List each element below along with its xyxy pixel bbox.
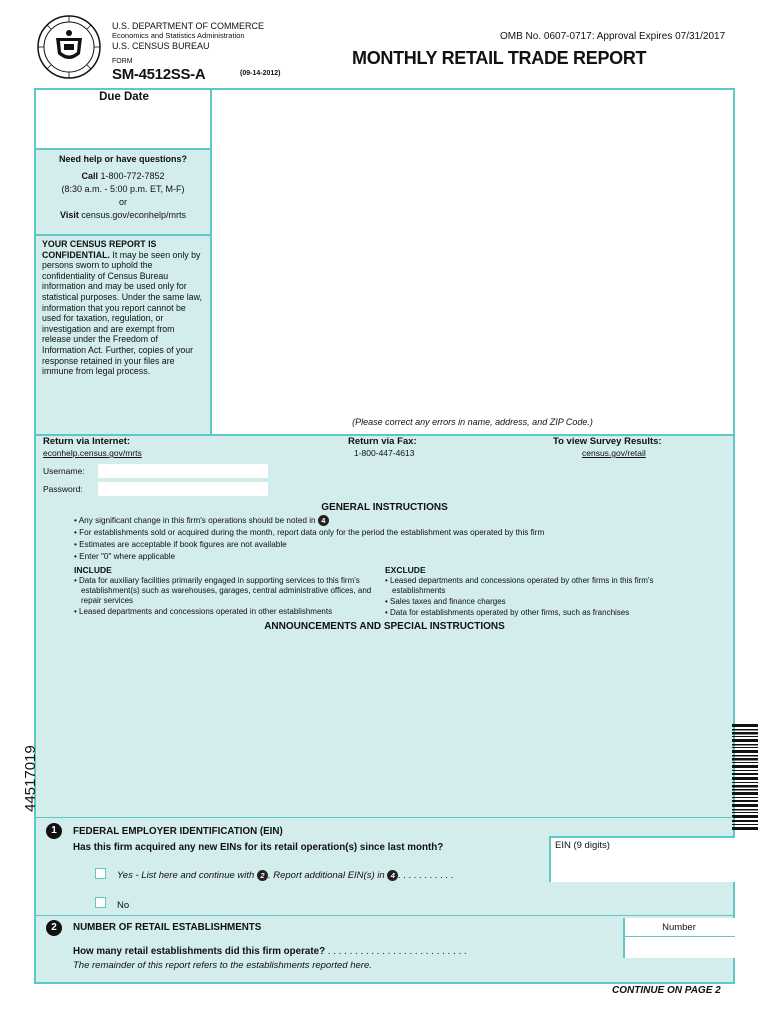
return-fax-label: Return via Fax: [348,436,417,447]
yes-checkbox[interactable] [95,868,106,879]
list-item: • For establishments sold or acquired during the month, report data only for the period the establishment was operated by this firm [74,527,544,539]
survey-results-label: To view Survey Results: [553,436,662,447]
return-internet-link[interactable]: econhelp.census.gov/mrts [43,448,142,458]
username-input[interactable] [98,464,268,478]
form-label: FORM [112,58,133,65]
list-item: • Data for establishments operated by other firms, such as franchises [385,608,697,618]
exclude-list [385,576,697,619]
ein-label: EIN (9 digits) [555,840,610,851]
address-correction-note: (Please correct any errors in name, address, and ZIP Code.) [352,417,593,427]
help-question: Need help or have questions? [58,154,188,164]
password-label: Password: [43,484,83,494]
page-title: MONTHLY RETAIL TRADE REPORT [352,48,647,68]
list-item: • Any significant change in this firm's operations should be noted in 4 [74,515,544,527]
section2-note: The remainder of this report refers to the establishments reported here. [73,960,372,971]
confidentiality-notice [36,234,212,434]
help-or: or [118,197,127,207]
item-reference-badge: 2 [257,870,268,881]
help-phone: 1-800-772-7852 [100,171,165,181]
list-item: • Leased departments and concessions operated in other establishments [74,607,380,617]
list-item: • Enter "0" where applicable [74,551,544,563]
section-divider [36,817,733,818]
department-seal-icon [36,14,102,80]
no-checkbox[interactable] [95,897,106,908]
section2-title: NUMBER OF RETAIL ESTABLISHMENTS [73,922,262,933]
list-item: • Leased departments and concessions operated by other firms in this firm's establishments [385,576,697,596]
list-item: • Sales taxes and finance charges [385,597,697,607]
item-reference-badge: 4 [387,870,398,881]
omb-number: OMB No. 0607-0717: Approval Expires 07/31/2017 [500,31,726,42]
no-option-label: No [117,900,130,911]
password-input[interactable] [98,482,268,496]
help-hours: (8:30 a.m. - 5:00 p.m. ET, M-F) [61,184,185,194]
general-instructions-list [74,515,544,563]
yes-option-label: Yes - List here and continue with 2 . Report additional EIN(s) in 4 . . . . . . . . . . . [117,870,454,882]
section-divider [36,915,733,916]
survey-results-link[interactable]: census.gov/retail [582,448,646,458]
announcements-title: ANNOUNCEMENTS AND SPECIAL INSTRUCTIONS [264,621,505,632]
help-url[interactable]: census.gov/econhelp/mrts [81,210,186,220]
section1-question: Has this firm acquired any new EINs for its retail operation(s) since last month? [73,842,444,853]
section-number-badge: 2 [46,920,62,936]
section-number-badge: 1 [46,823,62,839]
due-date-label: Due Date [99,91,149,103]
include-list [74,576,380,618]
call-label: Call [81,171,98,181]
return-fax-number: 1-800-447-4613 [354,448,415,458]
administration-name: Economics and Statistics Administration [112,31,245,40]
confidential-text: It may be seen only by persons sworn to uphold the confidentiality of Census Bureau information and may be used only for statistical purposes. Under the same law, information that you report cannot be used for taxation, regulation, or investigation and are exempt from release under the Freedom of Information Act. Further, copies of your response retained in your files are immune from legal process. [42,249,202,377]
general-instructions-title: GENERAL INSTRUCTIONS [321,502,448,513]
confidential-heading: YOUR CENSUS REPORT IS CONFIDENTIAL. [42,239,157,260]
form-id-number: 44517019 [22,745,39,812]
number-label: Number [623,922,735,937]
form-number: SM-4512SS-A [112,66,206,83]
exclude-title: EXCLUDE [385,565,426,575]
include-title: INCLUDE [74,565,112,575]
username-label: Username: [43,466,85,476]
department-name: U.S. DEPARTMENT OF COMMERCE [112,21,265,31]
continue-note: CONTINUE ON PAGE 2 [612,985,721,996]
section2-question: How many retail establishments did this firm operate? . . . . . . . . . . . . . . . . . . . . . . . . . . [73,946,467,957]
form-date: (09-14-2012) [240,70,281,77]
bureau-name: U.S. CENSUS BUREAU [112,41,210,51]
list-item: • Estimates are acceptable if book figures are not available [74,539,544,551]
list-item: • Data for auxiliary facilities primarily engaged in supporting services to this firm's establishment(s) such as warehouses, garages, central administrative offices, and repair services [74,576,380,606]
section1-title: FEDERAL EMPLOYER IDENTIFICATION (EIN) [73,826,283,837]
visit-label: Visit [60,210,79,220]
barcode-icon [732,724,758,832]
help-box [36,150,212,234]
return-internet-label: Return via Internet: [43,436,131,447]
item-reference-badge: 4 [318,515,329,526]
